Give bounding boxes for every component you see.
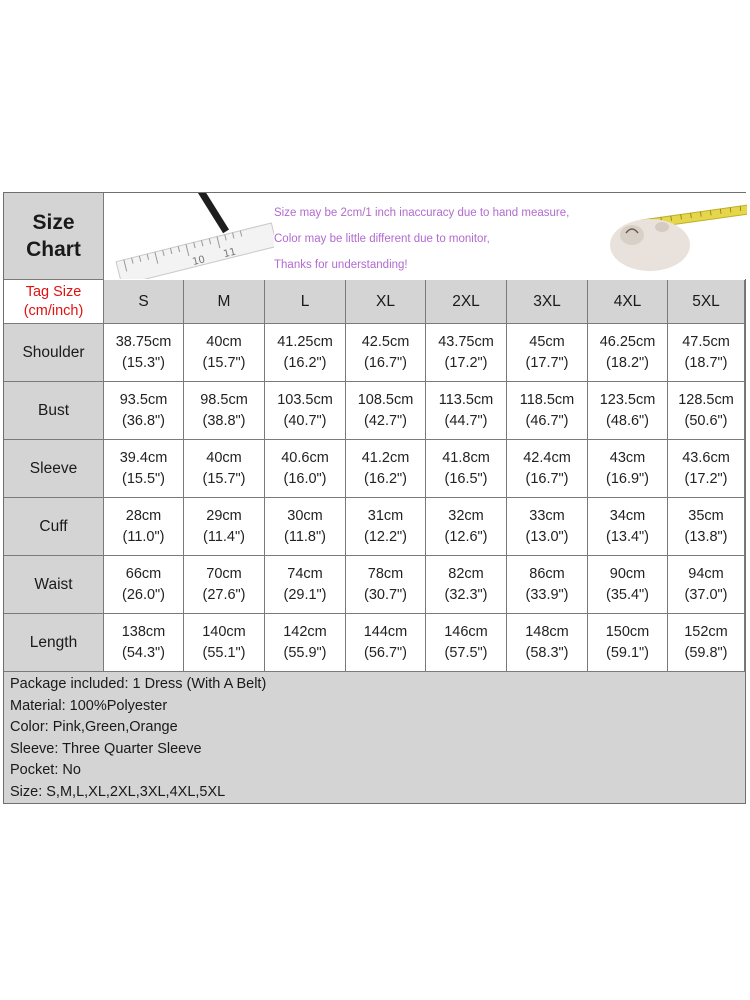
row-label-cell	[4, 382, 104, 440]
measurement-inch: (12.2")	[363, 528, 408, 545]
ruler-number-11: 11	[222, 246, 238, 261]
measurement-inch: (17.2")	[684, 470, 728, 487]
measurement-cm: 32cm	[448, 507, 484, 524]
measurement-cell	[346, 440, 426, 498]
measurement-cm: 82cm	[448, 565, 484, 582]
measurement-inch: (13.8")	[684, 528, 728, 545]
measurement-cm: 78cm	[367, 565, 404, 582]
measurement-cm: 35cm	[688, 507, 724, 524]
row-label-cell	[4, 614, 104, 672]
size-header-label: 3XL	[533, 292, 561, 310]
ruler-number-10: 10	[191, 254, 207, 269]
measurement-cell	[588, 614, 668, 672]
size-header-cell	[668, 280, 745, 324]
measurement-cm: 138cm	[121, 623, 166, 640]
measurement-cell	[184, 324, 265, 382]
measurement-inch: (16.0")	[283, 470, 327, 487]
measurement-cell	[265, 440, 346, 498]
measurement-inch: (44.7")	[444, 412, 488, 429]
measurement-inch: (11.8")	[284, 528, 326, 545]
measurement-cell	[507, 498, 588, 556]
measurement-inch: (55.1")	[202, 644, 246, 661]
tag-size-unit: (cm/inch)	[23, 302, 84, 319]
measurement-cell	[184, 498, 265, 556]
note-thanks: Thanks for understanding!	[274, 259, 408, 271]
size-header-cell	[104, 280, 184, 324]
measurement-cm: 40.6cm	[281, 449, 329, 466]
tag-size-label: Tag Size	[25, 283, 82, 300]
measurement-cm: 42.5cm	[361, 333, 410, 350]
measurement-cm: 98.5cm	[200, 391, 248, 408]
measurement-cm: 47.5cm	[682, 333, 730, 350]
row-label-cell	[4, 440, 104, 498]
measurement-cm: 31cm	[367, 507, 404, 524]
measurement-cm: 70cm	[206, 565, 242, 582]
measurement-cell	[104, 614, 184, 672]
measurement-cell	[184, 440, 265, 498]
row-label: Length	[29, 633, 78, 651]
measurement-inch: (40.7")	[283, 412, 327, 429]
info-size: Size: S,M,L,XL,2XL,3XL,4XL,5XL	[10, 783, 226, 800]
measurement-cell	[668, 324, 745, 382]
measurement-cell	[184, 556, 265, 614]
measurement-inch: (48.6")	[605, 412, 650, 429]
measurement-cm: 90cm	[609, 565, 646, 582]
size-header-cell	[507, 280, 588, 324]
measurement-cell	[507, 382, 588, 440]
measurement-cm: 144cm	[363, 623, 408, 640]
measurement-cm: 152cm	[684, 623, 728, 640]
measurement-cell	[184, 614, 265, 672]
measurement-cm: 150cm	[605, 623, 650, 640]
measurement-cell	[507, 556, 588, 614]
measurement-cm: 66cm	[125, 565, 162, 582]
measurement-inch: (11.0")	[122, 528, 165, 545]
measurement-cm: 74cm	[287, 565, 323, 582]
measurement-inch: (13.4")	[605, 528, 650, 545]
measurement-cell	[507, 614, 588, 672]
measurement-cell	[588, 556, 668, 614]
measurement-cell	[668, 498, 745, 556]
measurement-cell	[426, 556, 507, 614]
notes-banner	[104, 193, 747, 279]
size-chart	[3, 192, 746, 804]
pencil-ruler-illustration	[104, 193, 274, 279]
title-line-2: Chart	[26, 238, 81, 261]
measurement-cell	[104, 498, 184, 556]
measurement-cm: 41.8cm	[442, 449, 490, 466]
measurement-cm: 140cm	[202, 623, 246, 640]
row-label: Sleeve	[29, 459, 78, 477]
measurement-cell	[346, 556, 426, 614]
measurement-cm: 38.75cm	[115, 333, 172, 350]
measurement-inch: (57.5")	[444, 644, 488, 661]
measurement-cell	[668, 440, 745, 498]
measurement-inch: (12.6")	[444, 528, 488, 545]
size-header-label: XL	[376, 292, 395, 310]
tag-size-header	[4, 280, 104, 324]
measurement-cell	[426, 498, 507, 556]
measurement-inch: (54.3")	[121, 644, 166, 661]
size-header-cell	[346, 280, 426, 324]
measurement-inch: (30.7")	[363, 586, 408, 603]
measurement-cm: 41.25cm	[277, 333, 333, 350]
measurement-cm: 146cm	[444, 623, 488, 640]
measurement-cm: 46.25cm	[599, 333, 656, 350]
row-label-cell	[4, 498, 104, 556]
tape-measure-hand-illustration	[602, 193, 747, 279]
measurement-inch: (11.4")	[203, 528, 245, 545]
measurement-inch: (36.8")	[121, 412, 166, 429]
measurement-cell	[426, 614, 507, 672]
measurement-inch: (37.0")	[684, 586, 728, 603]
measurement-cm: 39.4cm	[119, 449, 168, 466]
measurement-inch: (18.2")	[605, 354, 650, 371]
measurement-cm: 34cm	[609, 507, 646, 524]
measurement-cell	[426, 440, 507, 498]
info-color: Color: Pink,Green,Orange	[10, 719, 178, 735]
measurement-cm: 45cm	[529, 333, 565, 350]
measurement-cm: 43cm	[609, 449, 646, 466]
measurement-inch: (56.7")	[363, 644, 408, 661]
measurement-cm: 103.5cm	[277, 391, 333, 408]
measurement-cell	[588, 324, 668, 382]
size-chart-title	[4, 193, 104, 280]
measurement-inch: (15.7")	[202, 470, 246, 487]
measurement-inch: (13.0")	[525, 528, 569, 545]
measurement-cell	[346, 382, 426, 440]
measurement-cm: 113.5cm	[438, 391, 494, 408]
measurement-cell	[104, 324, 184, 382]
measurement-cell	[265, 324, 346, 382]
measurement-inch: (16.5")	[444, 470, 488, 487]
measurement-cell	[668, 556, 745, 614]
measurement-cm: 28cm	[125, 507, 162, 524]
measurement-cm: 33cm	[529, 507, 565, 524]
measurement-inch: (50.6")	[684, 412, 728, 429]
measurement-cell	[588, 440, 668, 498]
info-package: Package included: 1 Dress (With A Belt)	[10, 676, 267, 692]
measurement-cm: 29cm	[206, 507, 242, 524]
measurement-inch: (38.8")	[202, 412, 246, 429]
measurement-cm: 30cm	[287, 507, 323, 524]
row-label-cell	[4, 324, 104, 382]
measurement-cm: 142cm	[283, 623, 327, 640]
measurement-cm: 42.4cm	[523, 449, 571, 466]
measurement-inch: (35.4")	[605, 586, 650, 603]
title-line-1: Size	[32, 211, 75, 234]
size-header-label: M	[217, 292, 231, 310]
size-header-cell	[184, 280, 265, 324]
measurement-inch: (59.8")	[684, 644, 728, 661]
size-header-cell	[265, 280, 346, 324]
measurement-cm: 40cm	[206, 449, 242, 466]
measurement-cell	[588, 498, 668, 556]
note-accuracy: Size may be 2cm/1 inch inaccuracy due to hand measure,	[274, 207, 570, 219]
measurement-inch: (33.9")	[525, 586, 569, 603]
measurement-cm: 118.5cm	[519, 391, 575, 408]
info-sleeve: Sleeve: Three Quarter Sleeve	[10, 740, 202, 757]
measurement-cm: 123.5cm	[599, 391, 656, 408]
measurement-cm: 43.75cm	[438, 333, 494, 350]
measurement-inch: (15.3")	[121, 354, 166, 371]
note-color: Color may be little different due to monitor,	[274, 233, 490, 245]
measurement-cell	[265, 614, 346, 672]
measurement-inch: (55.9")	[283, 644, 327, 661]
row-label: Shoulder	[22, 343, 85, 361]
size-header-label: S	[138, 292, 149, 310]
measurement-inch: (46.7")	[525, 412, 569, 429]
measurement-cm: 41.2cm	[361, 449, 410, 466]
measurement-cm: 40cm	[206, 333, 242, 350]
row-label: Waist	[34, 575, 73, 593]
size-header-label: 5XL	[692, 292, 720, 310]
measurement-inch: (17.7")	[525, 354, 569, 371]
measurement-cm: 43.6cm	[682, 449, 730, 466]
measurement-cell	[184, 382, 265, 440]
info-pocket: Pocket: No	[10, 762, 81, 778]
size-header-cell	[588, 280, 668, 324]
size-header-label: 4XL	[613, 292, 642, 310]
row-label-cell	[4, 556, 104, 614]
measurement-inch: (16.2")	[283, 354, 327, 371]
measurement-inch: (58.3")	[525, 644, 569, 661]
measurement-cm: 148cm	[525, 623, 569, 640]
measurement-cm: 128.5cm	[678, 391, 734, 408]
measurement-cell	[346, 614, 426, 672]
measurement-inch: (16.7")	[525, 470, 569, 487]
measurement-inch: (17.2")	[444, 354, 488, 371]
measurement-cell	[346, 324, 426, 382]
measurement-cell	[265, 556, 346, 614]
measurement-cm: 108.5cm	[357, 391, 414, 408]
measurement-cell	[668, 382, 745, 440]
measurement-cm: 93.5cm	[119, 391, 168, 408]
measurement-cell	[668, 614, 745, 672]
measurement-inch: (42.7")	[363, 412, 408, 429]
measurement-cell	[104, 556, 184, 614]
measurement-cell	[265, 382, 346, 440]
measurement-cell	[507, 324, 588, 382]
measurement-cm: 94cm	[688, 565, 724, 582]
measurement-cell	[104, 440, 184, 498]
measurement-cell	[426, 382, 507, 440]
size-header-label: L	[300, 292, 310, 310]
measurement-cell	[426, 324, 507, 382]
measurement-inch: (29.1")	[283, 586, 327, 603]
measurement-cell	[265, 498, 346, 556]
row-label: Cuff	[39, 517, 68, 535]
measurement-inch: (16.9")	[605, 470, 650, 487]
measurement-inch: (15.5")	[121, 470, 166, 487]
measurement-inch: (32.3")	[444, 586, 488, 603]
measurement-cell	[588, 382, 668, 440]
measurement-inch: (26.0")	[121, 586, 166, 603]
info-material: Material: 100%Polyester	[10, 697, 168, 714]
row-label: Bust	[37, 401, 69, 419]
measurement-cm: 86cm	[529, 565, 565, 582]
measurement-cell	[507, 440, 588, 498]
measurement-cell	[104, 382, 184, 440]
size-header-label: 2XL	[452, 292, 480, 310]
measurement-cell	[346, 498, 426, 556]
measurement-inch: (16.2")	[363, 470, 408, 487]
measurement-inch: (59.1")	[605, 644, 650, 661]
measurement-inch: (27.6")	[202, 586, 246, 603]
size-header-cell	[426, 280, 507, 324]
measurement-inch: (18.7")	[684, 354, 728, 371]
product-info	[4, 669, 745, 803]
measurement-inch: (16.7")	[363, 354, 408, 371]
measurement-inch: (15.7")	[202, 354, 246, 371]
